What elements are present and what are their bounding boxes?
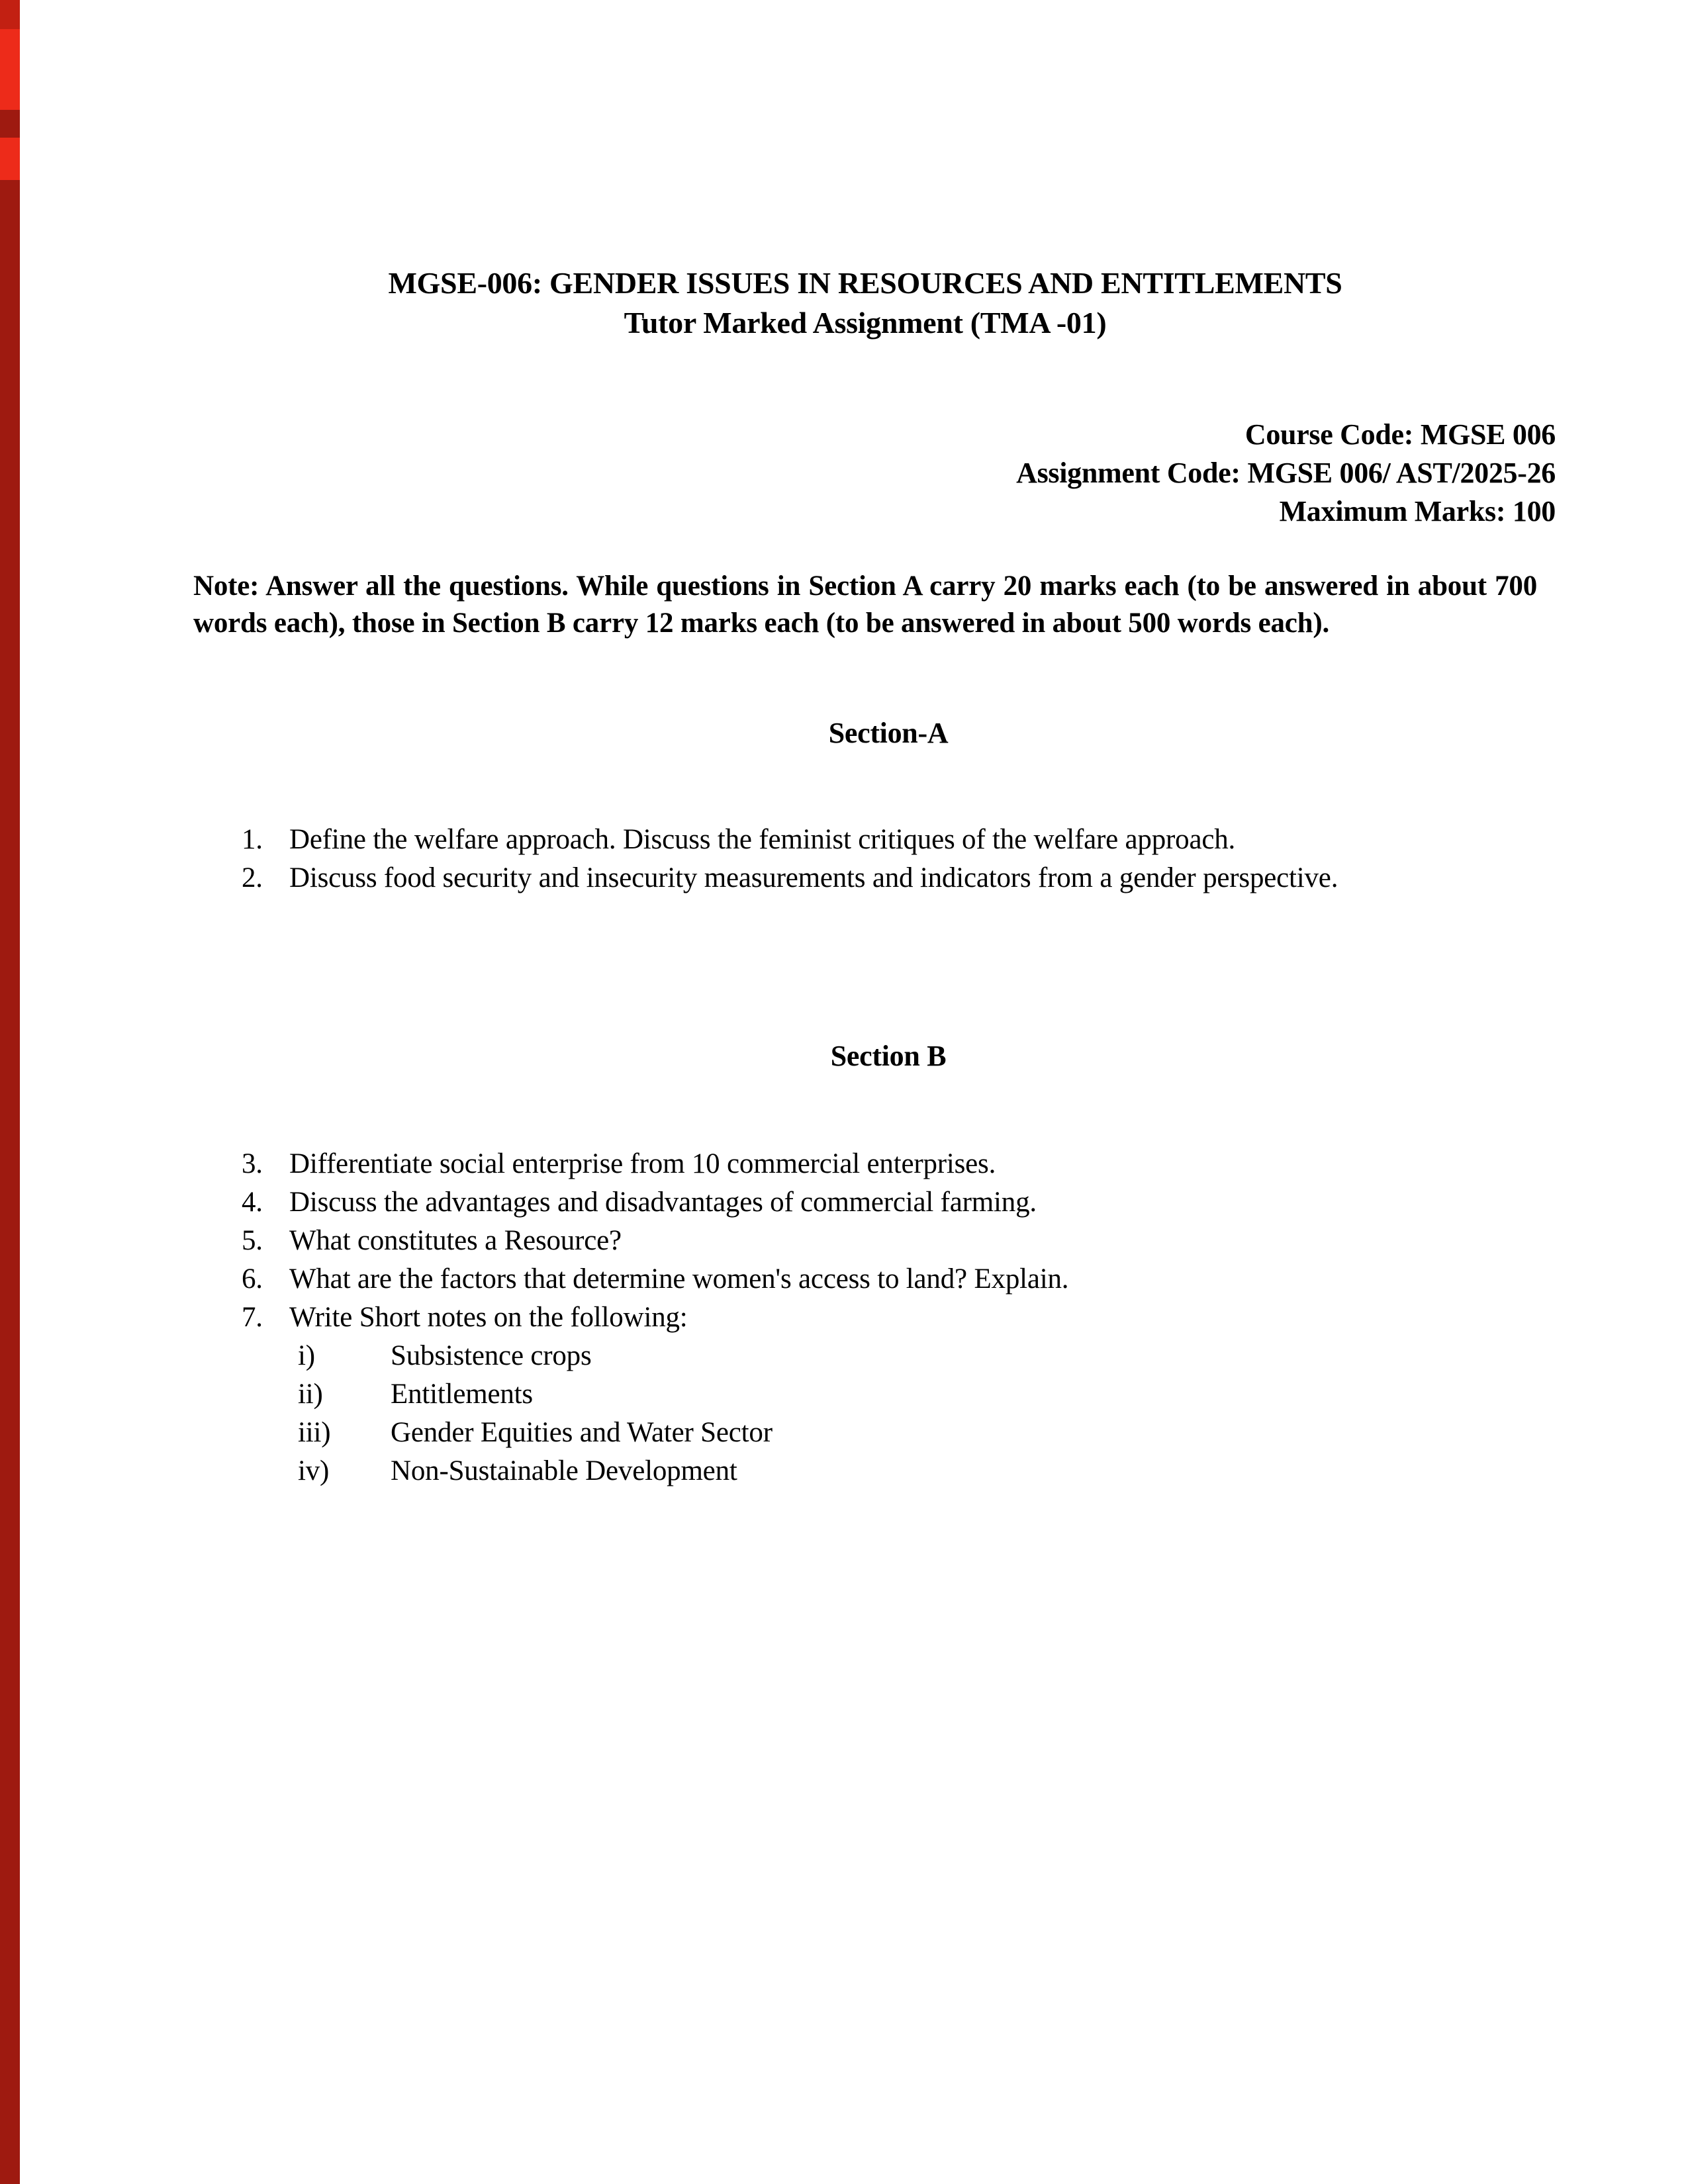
question-row	[242, 1260, 1566, 1298]
subitem-marker: iv)	[298, 1455, 330, 1486]
question-number: 4.	[242, 1187, 263, 1218]
course-code-line: Course Code: MGSE 006	[1244, 418, 1556, 451]
question-number: 7.	[242, 1302, 263, 1333]
question-number: 2.	[242, 862, 263, 893]
section-b-question-list	[242, 1145, 1566, 1490]
subitem-text: Non-Sustainable Development	[391, 1455, 737, 1486]
section-b-heading: Section B	[830, 1040, 947, 1072]
subitem-marker: ii)	[298, 1379, 323, 1410]
subitem-row	[242, 1337, 1566, 1375]
question-text: What constitutes a Resource?	[289, 1225, 622, 1256]
question-text: Differentiate social enterprise from 10 commercial enterprises.	[289, 1148, 996, 1179]
scan-edge-artifact	[0, 0, 20, 2184]
course-title-line: MGSE-006: GENDER ISSUES IN RESOURCES AND ENTITLEMENTS	[388, 266, 1342, 300]
scan-edge-segment	[0, 29, 20, 110]
document-title	[193, 263, 1537, 343]
question-text: Discuss the advantages and disadvantages of commercial farming.	[289, 1187, 1037, 1218]
subitem-marker: iii)	[298, 1417, 331, 1448]
subitem-row	[242, 1414, 1566, 1452]
question-row	[242, 1298, 1566, 1337]
question-number: 6.	[242, 1263, 263, 1295]
assignment-code-line: Assignment Code: MGSE 006/ AST/2025-26	[1016, 457, 1556, 489]
question-row	[242, 1145, 1566, 1183]
assignment-subtitle-line: Tutor Marked Assignment (TMA -01)	[624, 306, 1107, 340]
note-paragraph: Note: Answer all the questions. While questions in Section A carry 20 marks each (to be answered in about 700 words each), those in Section B carry 12 marks each (to be answered in about 500 words each).	[193, 570, 1537, 639]
question-row	[242, 1222, 1566, 1260]
question-row	[242, 821, 1566, 859]
subitem-marker: i)	[298, 1340, 315, 1371]
maximum-marks-line: Maximum Marks: 100	[1279, 495, 1556, 527]
subitem-row	[242, 1452, 1566, 1490]
question-text: What are the factors that determine women's access to land? Explain.	[289, 1263, 1069, 1295]
assignment-meta-block	[193, 416, 1556, 531]
scan-edge-segment	[0, 138, 20, 180]
subitem-text: Gender Equities and Water Sector	[391, 1417, 773, 1448]
question-text: Write Short notes on the following:	[289, 1302, 688, 1333]
question-number: 1.	[242, 824, 263, 855]
section-a-heading: Section-A	[828, 717, 949, 749]
scan-edge-segment	[0, 0, 20, 29]
question-number: 5.	[242, 1225, 263, 1256]
question-text: Define the welfare approach. Discuss the feminist critiques of the welfare approach.	[289, 824, 1236, 855]
question-row	[242, 1183, 1566, 1222]
question-number: 3.	[242, 1148, 263, 1179]
section-a-question-list	[242, 821, 1566, 897]
question-row	[242, 859, 1566, 897]
question-text: Discuss food security and insecurity measurements and indicators from a gender perspective.	[289, 862, 1338, 893]
subitem-row	[242, 1375, 1566, 1414]
subitem-text: Subsistence crops	[391, 1340, 592, 1371]
subitem-text: Entitlements	[391, 1379, 533, 1410]
